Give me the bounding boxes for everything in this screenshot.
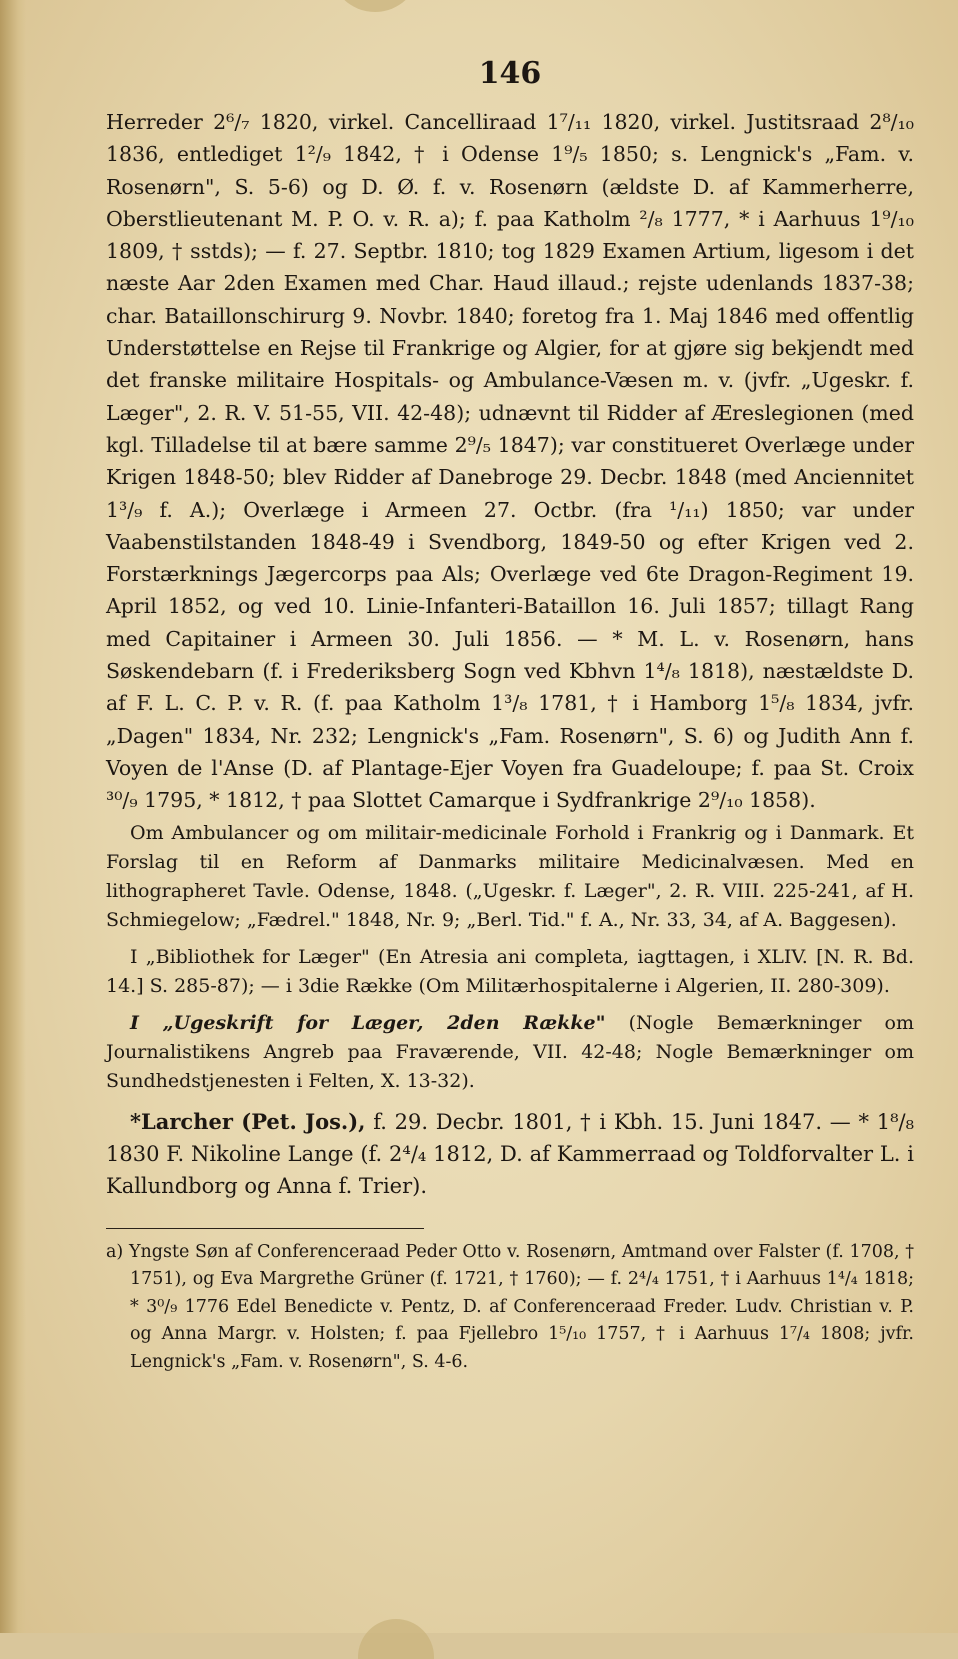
entry-paragraph-main: Herreder 2⁶/₇ 1820, virkel. Cancelliraad 1⁷/₁₁ 1820, virkel. Justitsraad 2⁸/₁₀ 1836, entlediget 1²/₉ 1842, † i Odense 1⁹/₅ 1850; s. Lengnick's „Fam. v. Rosenørn", S. 5-6) og D. Ø. f. v. Rosenørn (ældste D. af Kammerherre, Oberstlieutenant M. P. O. v. R. a); f. paa Katholm ²/₈ 1777, * i Aarhuus 1⁹/₁₀ 1809, † sstds); — f. 27. Septbr. 1810; tog 1829 Examen Artium, ligesom i det næste Aar 2den Examen med Char. Haud illaud.; rejste udenlands 1837-38; char. Bataillonschirurg 9. Novbr. 1840; foretog fra 1. Maj 1846 med offentlig Understøttelse en Rejse til Frankrige og Algier, for at gjøre sig bekjendt med det franske militaire Hospitals- og Ambulance-Væsen m. v. (jvfr. „Ugeskr. f. Læger", 2. R. V. 51-55, VII. 42-48); udnævnt til Ridder af Æreslegionen (med kgl. Tilladelse til at bære samme 2⁹/₅ 1847); var constitueret Overlæge under Krigen 1848-50; blev Ridder af Danebroge 29. Decbr. 1848 (med Anciennitet 1³/₉ f. A.); Overlæge i Armeen 27. Octbr. (fra ¹/₁₁) 1850; var under Vaabenstilstanden 1848-49 i Svendborg, 1849-50 og efter Krigen ved 2. Forstærknings Jægercorps paa Als; Overlæge ved 6te Dragon-Regiment 19. April 1852, og ved 10. Linie-Infanteri-Bataillon 16. Juli 1857; tillagt Rang med Capitainer i Armeen 30. Juli 1856. — * M. L. v. Rosenørn, hans Søskendebarn (f. i Frederiksberg Sogn ved Kbhvn 1⁴/₈ 1818), næstældste D. af F. L. C. P. v. R. (f. paa Katholm 1³/₈ 1781, † i Hamborg 1⁵/₈ 1834, jvfr. „Dagen" 1834, Nr. 232; Lengnick's „Fam. Rosenørn", S. 6) og Judith Ann f. Voyen de l'Anse (D. af Plantage-Ejer Voyen fra Guadeloupe; f. paa St. Croix ³⁰/₉ 1795, * 1812, † paa Slottet Camarque i Sydfrankrige 2⁹/₁₀ 1858).	[106, 110, 914, 813]
page-edge-shadow-top	[330, 0, 420, 12]
footnote: a) Yngste Søn af Conferenceraad Peder Otto v. Rosenørn, Amtmand over Falster (f. 1708, † 1751), og Eva Margrethe Grüner (f. 1721, † 1760); — f. 2⁴/₄ 1751, † i Aarhuus 1⁴/₄ 1818; * 3⁰/₉ 1776 Edel Benedicte v. Pentz, D. af Conferenceraad Freder. Ludv. Christian v. P. og Anna Margr. v. Holsten; f. paa Fjellebro 1⁵/₁₀ 1757, † i Aarhuus 1⁷/₄ 1808; jvfr. Lengnick's „Fam. v. Rosenørn", S. 4-6.	[106, 1241, 914, 1372]
work-title-paragraph: Om Ambulancer og om militair-medicinale Forhold i Frankrig og i Danmark. Et Forslag til en Reform af Danmarks militaire Medicinalvæsen. Med en lithographeret Tavle. Odense, 1848. („Ugeskr. f. Læger", 2. R. VIII. 225-241, af H. Schmiegelow; „Fædrel." 1848, Nr. 9; „Berl. Tid." f. A., Nr. 33, 34, af A. Baggesen).	[106, 821, 914, 931]
bibliography-paragraph-2-text: (Nogle Bemærkninger om Journalistikens Angreb paa Fraværende, VII. 42-48; Nogle Bemærkninger om Sundhedstjenesten i Felten, X. 13-32).	[106, 1011, 914, 1092]
text-body	[106, 106, 914, 1202]
page-gutter	[0, 0, 26, 1633]
bibliography-paragraph-2	[106, 1009, 914, 1096]
entry-lemma: *Larcher (Pet. Jos.),	[130, 1108, 366, 1134]
footnote-divider	[106, 1228, 424, 1229]
bibliography-paragraph-1: I „Bibliothek for Læger" (En Atresia ani completa, iagttagen, i XLIV. [N. R. Bd. 14.] S. 285-87); — i 3die Række (Om Militærhospitalerne i Algerien, II. 280-309).	[106, 945, 914, 997]
page-number: 146	[478, 56, 542, 91]
entry-larcher-text: f. 29. Decbr. 1801, † i Kbh. 15. Juni 1847. — * 1⁸/₈ 1830 F. Nikoline Lange (f. 2⁴/₄ 1812, D. af Kammerraad og Toldforvalter L. i Kallundborg og Anna f. Trier).	[106, 1109, 914, 1198]
journal-title: I „Ugeskrift for Læger, 2den Række"	[130, 1011, 606, 1034]
entry-paragraph-larcher	[106, 1106, 914, 1202]
page-edge-shadow-bottom	[358, 1619, 434, 1659]
